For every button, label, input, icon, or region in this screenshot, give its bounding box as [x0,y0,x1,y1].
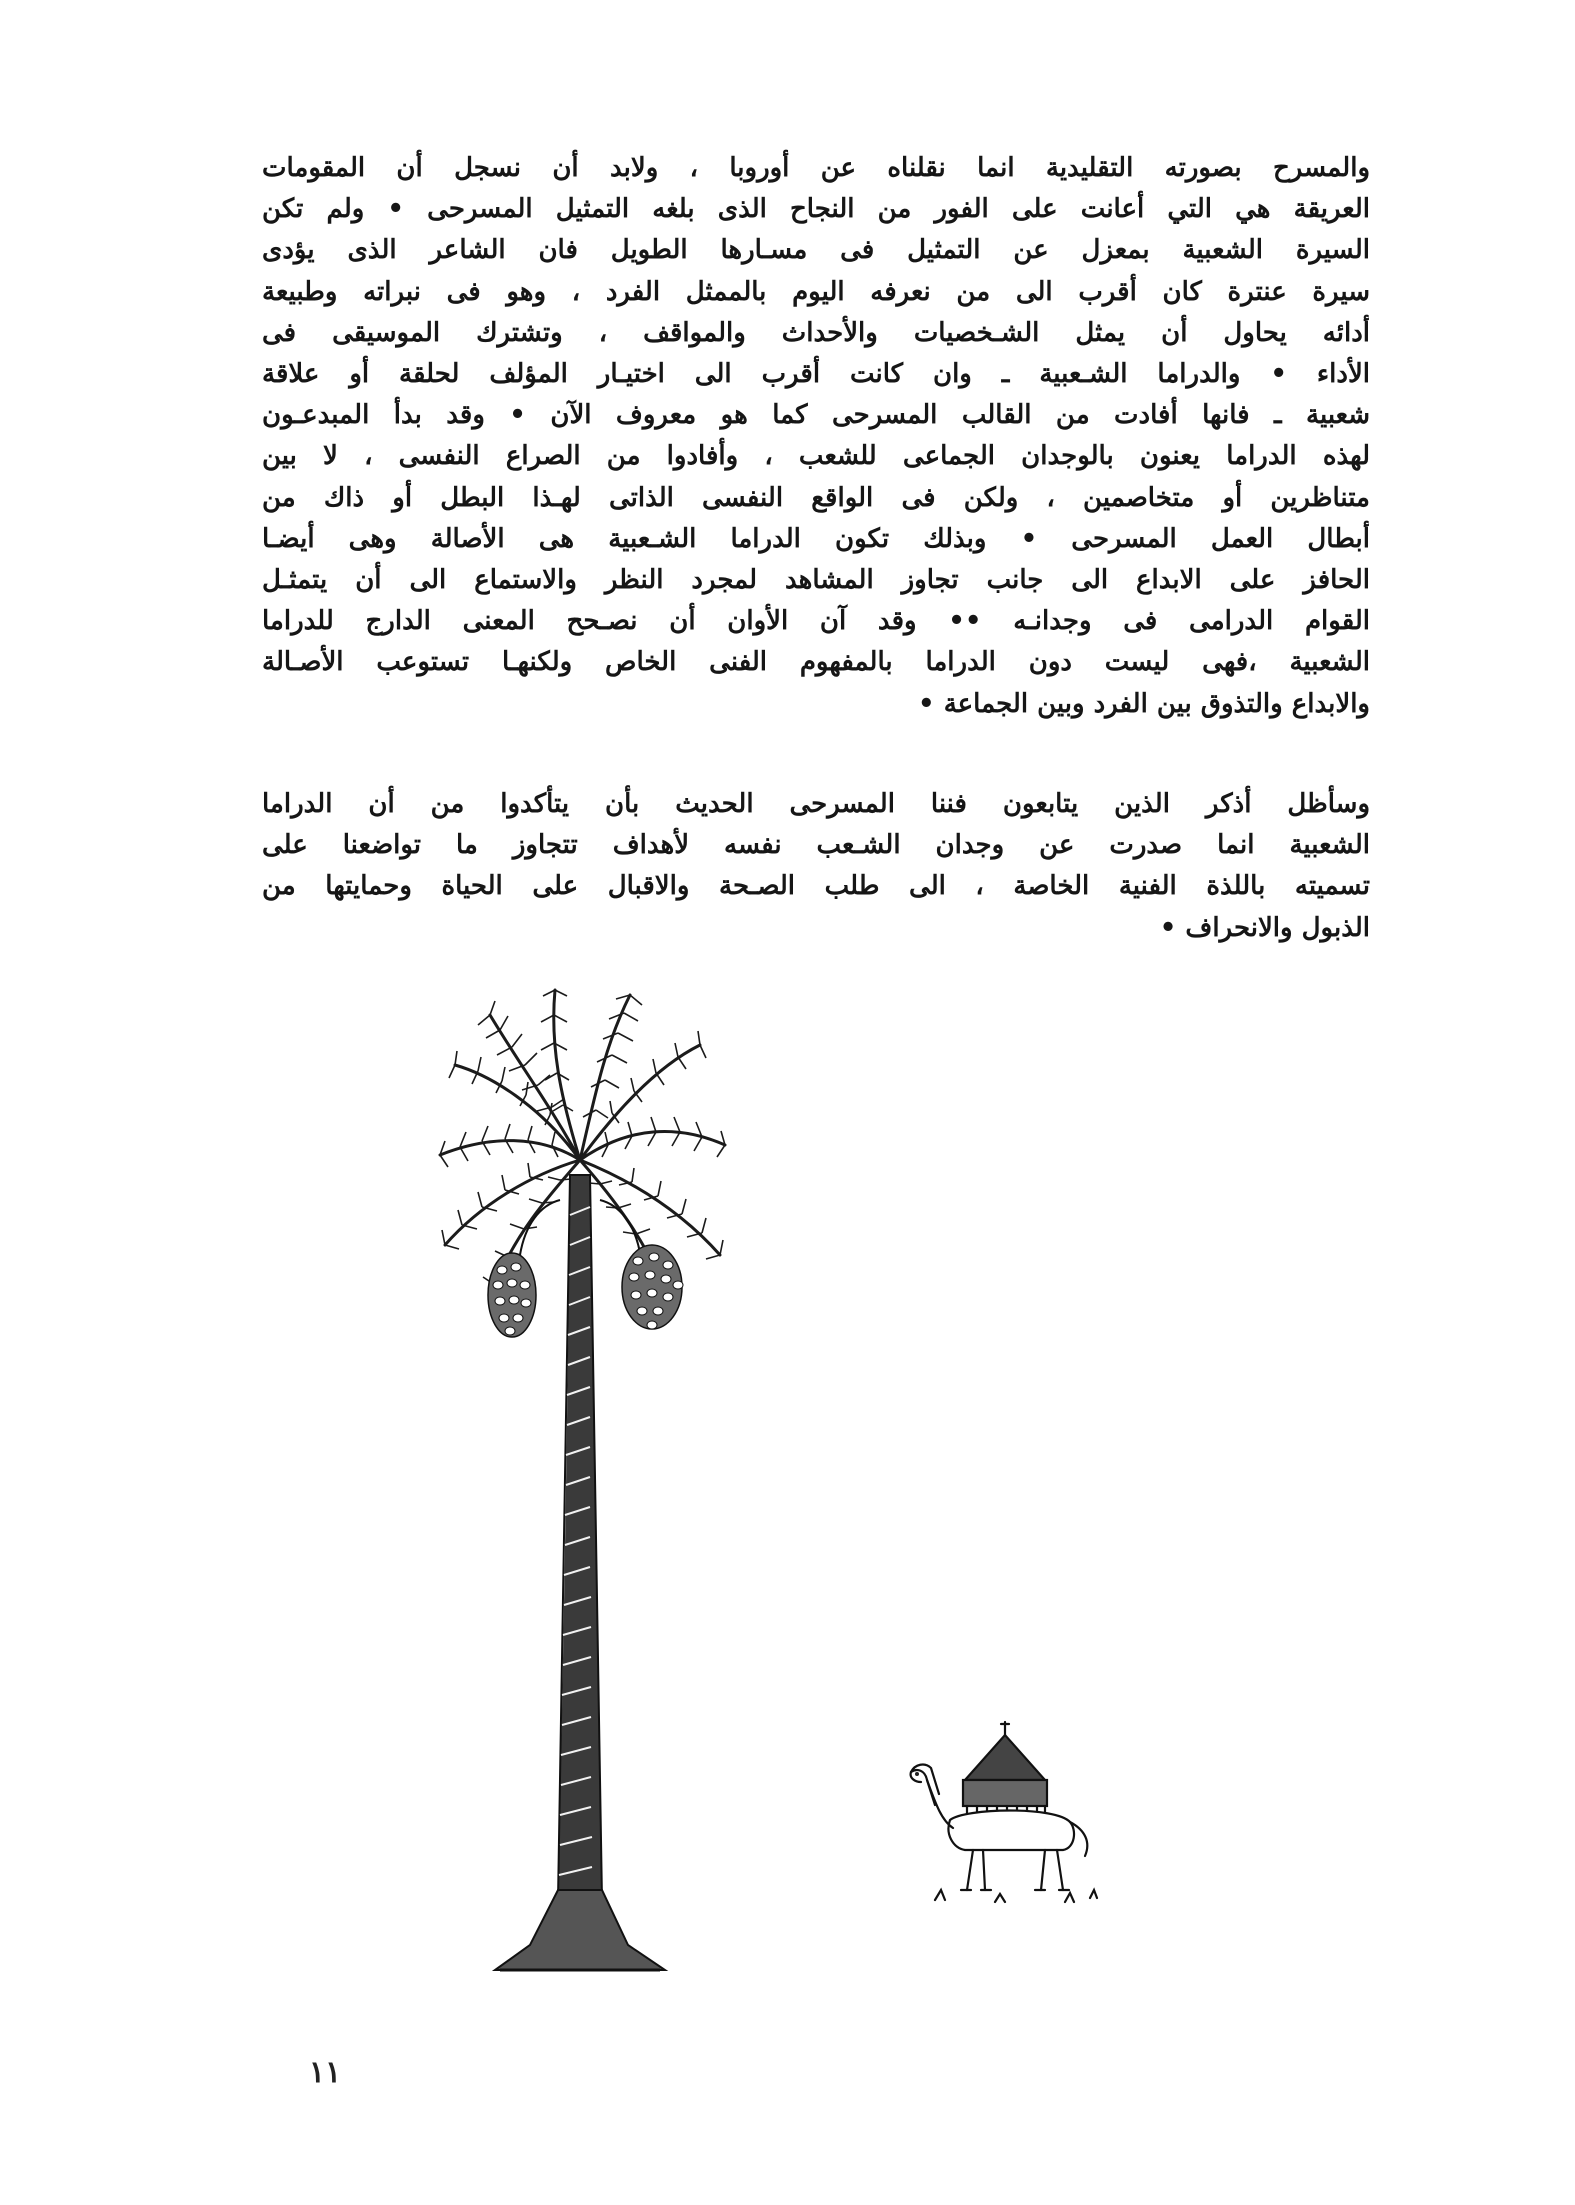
paragraph-2-line: وسأظل أذكر الذين يتابعون فننا المسرحى الحديث بأن يتأكدوا من أن الدراما [262,789,1370,819]
paragraph-1-line: العريقة هي التي أعانت على الفور من النجاح الذى بلغه التمثيل المسرحى • ولم تكن [262,194,1370,225]
paragraph-1-line: الشعبية ،فهى ليست دون الدراما بالمفهوم الفنى الخاص ولكنهـا تستوعب الأصـالة [262,647,1370,678]
paragraph-1-line: لهذه الدراما يعنون بالوجدان الجماعى للشعب ، وأفادوا من الصراع النفسى ، لا بين [262,441,1370,472]
paragraph-2 [262,784,1370,949]
paragraph-2-line: تسميته باللذة الفنية الخاصة ، الى طلب الصـحة والاقبال على الحياة وحمايتها من [262,871,1370,902]
page-number: ١١ [308,2055,342,2090]
paragraph-1-line: أدائه يحاول أن يمثل الشـخصيات والأحداث والمواقف ، وتشترك الموسيقى فى [262,317,1370,348]
paragraph-2-line: الشعبية انما صدرت عن وجدان الشـعب نفسه لأهداف تتجاوز ما تواضعنا على [262,830,1370,861]
paragraph-1-line: شعبية ـ فانها أفادت من القالب المسرحى كما هو معروف الآن • وقد بدأ المبدعـون [262,400,1370,431]
palm-tree-illustration [430,985,730,1985]
paragraph-1-line: أبطال العمل المسرحى • وبذلك تكون الدراما الشـعبية هى الأصالة وهى أيضـا [262,523,1370,554]
camel-illustration [905,1710,1105,1910]
paragraph-1-line: متناظرين أو متخاصمين ، ولكن فى الواقع النفسى الذاتى لهـذا البطل أو ذاك من [262,482,1370,513]
paragraph-2-line: الذبول والانحراف • [1159,912,1370,943]
paragraph-1-line: القوام الدرامى فى وجدانـه •• وقد آن الأوان أن نصـحح المعنى الدارج للدراما [262,606,1370,637]
paragraph-1-line: سيرة عنترة كان أقرب الى من نعرفه اليوم بالممثل الفرد ، وهو فى نبراته وطبيعة [262,276,1370,307]
paragraph-1-line: والمسرح بصورته التقليدية انما نقلناه عن أوروبا ، ولابد أن نسجل أن المقومات [262,153,1370,183]
paragraph-1 [262,148,1370,725]
paragraph-1-line: الأداء • والدراما الشـعبية ـ وان كانت أقرب الى اختيـار المؤلف لحلقة أو علاقة [262,359,1370,390]
paragraph-1-line: الحافز على الابداع الى جانب تجاوز المشاهد لمجرد النظر والاستماع الى أن يتمثـل [262,565,1370,596]
paragraph-1-line: والابداع والتذوق بين الفرد وبين الجماعة • [918,688,1370,719]
paragraph-1-line: السيرة الشعبية بمعزل عن التمثيل فى مسـارها الطويل فان الشاعر الذى يؤدى [262,235,1370,266]
